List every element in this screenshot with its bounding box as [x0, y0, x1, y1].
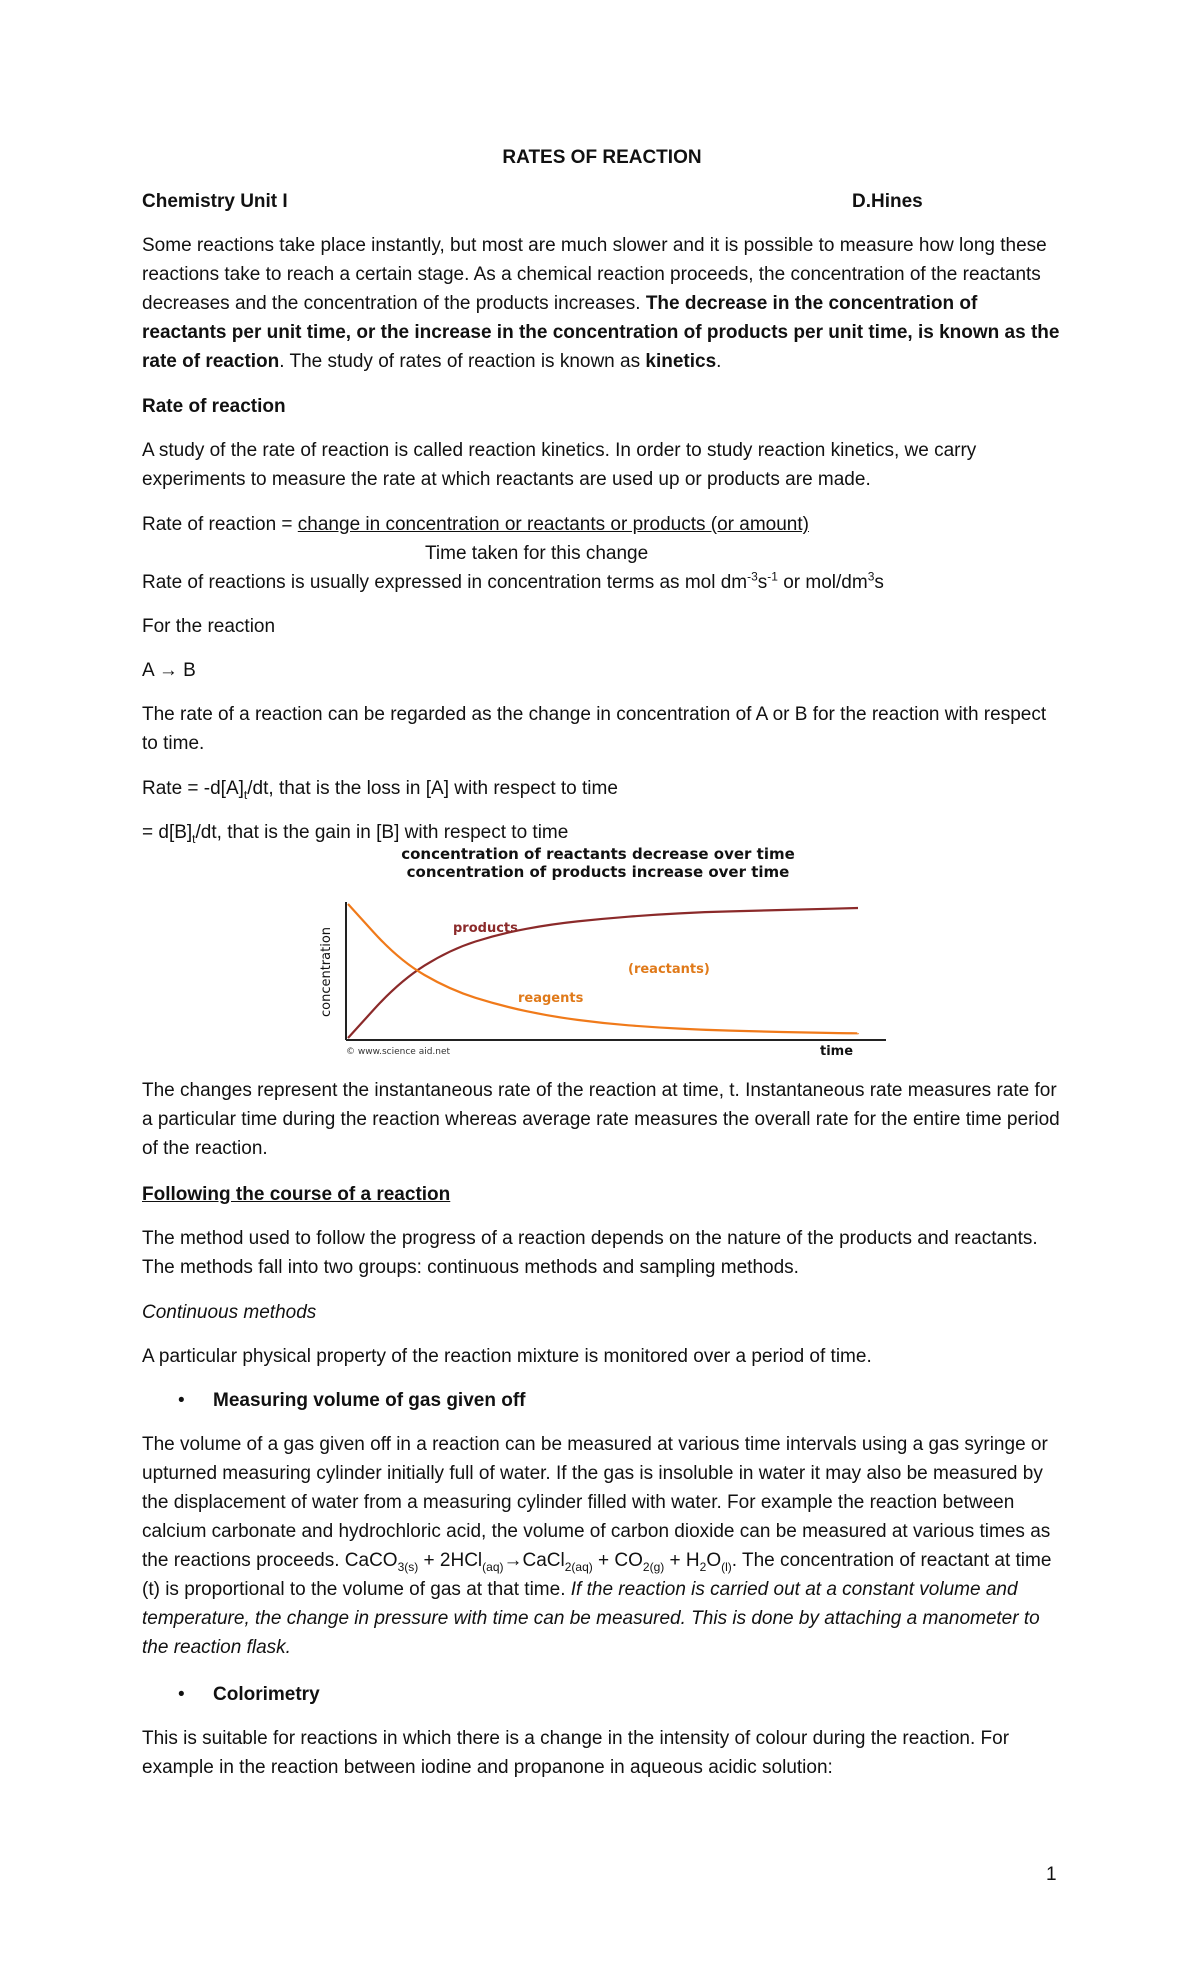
units-text: Rate of reactions is usually expressed in concentration terms as mol dm	[142, 572, 748, 593]
kinetics-term: kinetics	[645, 351, 717, 372]
chemical-equation: CaCO$_{3(s)}$ + 2HCl$_{(aq)}$→CaCl$_{2(aq)}$ + $CO_{2(g)} + H_2O_{(l)}$	[344, 1550, 732, 1574]
gas-text: The volume of a gas given off in a reaction can be measured at various time intervals using a gas syringe or upturned measuring cylinder initially full of water. If the gas is insoluble in water it may also be measured by the displacement of water from a measuring cylinder filled with water. For example the reaction between calcium carbonate and hydrochloric acid, the volume of carbon dioxide can be measured at various times as the reactions proceeds.	[142, 1434, 1051, 1571]
bullet-icon: •	[178, 1684, 185, 1705]
annotation-reactants: (reactants)	[628, 962, 710, 977]
continuous-methods-paragraph: A particular physical property of the reaction mixture is monitored over a period of time.	[142, 1346, 872, 1367]
series-line-reagents	[348, 904, 858, 1033]
units-sup: -1	[767, 569, 778, 584]
units-sup: -3	[747, 569, 758, 584]
course-label: Chemistry Unit I	[142, 191, 288, 212]
rate-units	[142, 568, 1062, 597]
eq-text: = d[B]	[142, 822, 193, 843]
instantaneous-paragraph: The changes represent the instantaneous rate of the reaction at time, t. Instantaneous rate measures rate for a particular time during the reaction whereas average rate measures the overall rate for the entire time period of the reaction.	[142, 1080, 1060, 1159]
bullet-colorimetry: Colorimetry	[213, 1684, 320, 1705]
rate-paragraph: A study of the rate of reaction is called reaction kinetics. In order to study reaction kinetics, we carry experiments to measure the rate at which reactants are used up or products are made.	[142, 440, 977, 490]
page-number: 1	[1046, 1864, 1057, 1885]
intro-text: Some reactions take place instantly, but most are much slower and it is possible to measure how long these reactions take to reach a certain stage. As a chemical reaction proceeds, the concentration of the reactants decreases and the concentration of the products increases.	[142, 235, 1047, 314]
formula-label: Rate of reaction =	[142, 514, 298, 535]
intro-paragraph	[142, 231, 1062, 376]
intro-text-2: . The study of rates of reaction is known as	[279, 351, 646, 372]
eq-sub: t	[243, 787, 248, 802]
concentration-time-chart	[298, 842, 898, 1064]
section-heading-rate: Rate of reaction	[142, 396, 286, 417]
eq-text: Rate = -d[A]	[142, 778, 244, 799]
eq-text: /dt, that is the gain in [B] with respect to time	[195, 822, 569, 843]
chart-x-label: time	[820, 1044, 854, 1059]
gas-volume-paragraph	[142, 1430, 1062, 1662]
eq-sub: t	[192, 831, 196, 846]
rate-definition: The decrease in the concentration of reactants per unit time, or the increase in the concentration of products per unit time, is known as the rate of reaction	[142, 293, 1060, 372]
reaction-equation: A → B	[142, 660, 196, 681]
units-text: s	[757, 572, 768, 593]
series-line-products	[348, 908, 858, 1038]
chart-title-line1: concentration of reactants decrease over time	[401, 845, 795, 863]
intro-text-3: .	[716, 351, 722, 372]
bullet-icon: •	[178, 1390, 185, 1411]
rate-formula	[142, 510, 1062, 539]
course-paragraph: The method used to follow the progress of a reaction depends on the nature of the products and reactants. The methods fall into two groups: continuous methods and sampling methods.	[142, 1228, 1038, 1278]
section-heading-course: Following the course of a reaction	[142, 1184, 451, 1205]
rate-equation-loss	[142, 774, 1062, 803]
annotation-products: products	[453, 921, 518, 936]
formula-numerator: change in concentration or reactants or products (or amount)	[297, 514, 809, 535]
chart-y-label: concentration	[319, 926, 334, 1018]
colorimetry-paragraph: This is suitable for reactions in which there is a change in the intensity of colour during the reaction. For example in the reaction between iodine and propanone in aqueous acidic solution:	[142, 1728, 1010, 1778]
annotation-reagents: reagents	[518, 991, 584, 1006]
bullet-gas-volume: Measuring volume of gas given off	[213, 1390, 526, 1411]
units-text: s	[874, 572, 884, 593]
chart-credit: © www.science aid.net	[346, 1047, 451, 1057]
units-text: or mol/dm	[777, 572, 868, 593]
eq-text: /dt, that is the loss in [A] with respect to time	[247, 778, 618, 799]
gas-text-2: . The concentration of reactant at time (t) is proportional to the volume of gas at that time.	[142, 1550, 1052, 1600]
rate-explanation: The rate of a reaction can be regarded as the change in concentration of A or B for the reaction with respect to time.	[142, 704, 1047, 754]
units-sup: 3	[867, 569, 875, 584]
manometer-note: If the reaction is carried out at a constant volume and temperature, the change in pressure with time can be measured. This is done by attaching a manometer to the reaction flask.	[142, 1579, 1040, 1658]
formula-denominator: Time taken for this change	[425, 543, 649, 564]
author-label: D.Hines	[852, 191, 923, 212]
page-title: RATES OF REACTION	[502, 147, 702, 168]
for-reaction-label: For the reaction	[142, 616, 276, 637]
continuous-methods-heading: Continuous methods	[142, 1302, 317, 1323]
chart-title-line2: concentration of products increase over time	[406, 863, 790, 881]
